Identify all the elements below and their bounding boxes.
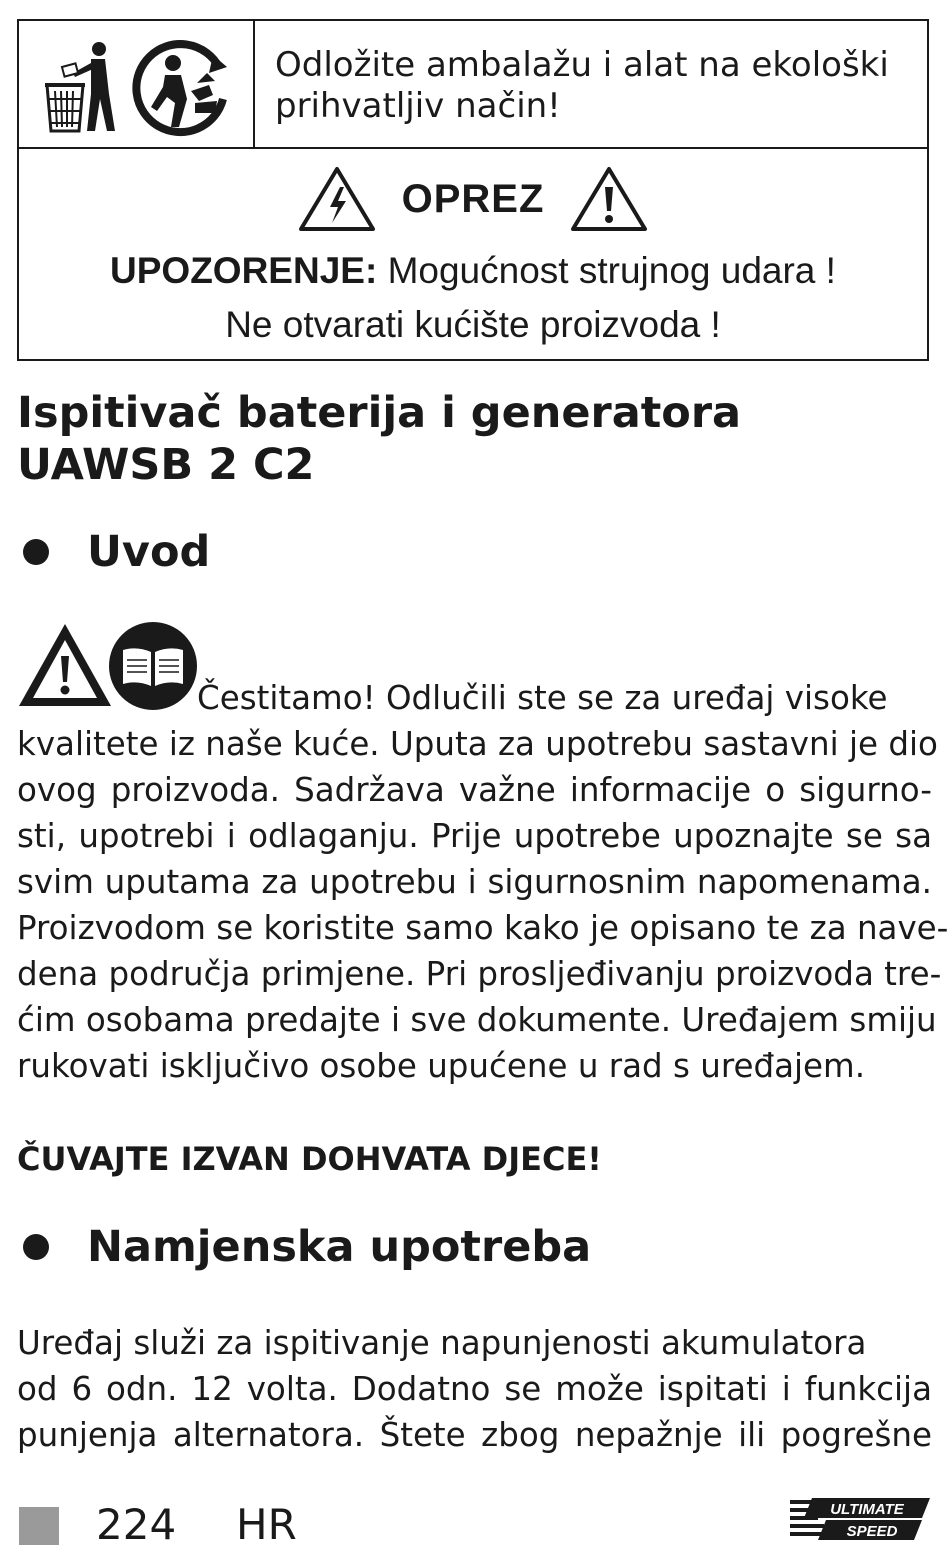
intro-paragraph xyxy=(17,675,949,1089)
brand-line2: SPEED xyxy=(846,1523,898,1540)
intended-use-line: punjenja alternatora. Štete zbog nepažnje ili pogrešne xyxy=(17,1416,932,1454)
section-heading-intended-use-text: Namjenska upotreba xyxy=(87,1222,592,1272)
caution-title: OPREZ xyxy=(401,176,545,221)
warning-line-2: Ne otvarati kućište proizvoda ! xyxy=(225,304,721,345)
recycling-icon xyxy=(129,37,233,141)
bullet-icon xyxy=(23,1234,49,1260)
document-title-line1: Ispitivač baterija i generatora xyxy=(17,388,742,438)
intended-use-line: Uređaj služi za ispitivanje napunjenosti akumulatora xyxy=(17,1324,867,1362)
intro-line: svim uputama za upotrebu i sigurnosnim napomenama. xyxy=(17,863,932,901)
intro-line: ćim osobama predajte i sve dokumente. Uređajem smiju xyxy=(17,1001,937,1039)
intro-line: Čestitamo! Odlučili ste se za uređaj visoke xyxy=(197,679,888,717)
disposal-icons xyxy=(19,21,255,147)
language-code: HR xyxy=(236,1500,297,1549)
intended-use-paragraph xyxy=(17,1320,932,1458)
intro-line: Proizvodom se koristite samo kako je opisano te za nave- xyxy=(17,909,949,947)
document-title xyxy=(17,388,917,491)
intro-line: sti, upotrebi i odlaganju. Prije upotrebe upoznajte se sa xyxy=(17,817,932,855)
bullet-icon xyxy=(23,539,49,565)
page-number: 224 xyxy=(96,1500,177,1549)
disposal-text-line1: Odložite ambalažu i alat na ekološki xyxy=(275,45,889,85)
disposal-notice-box xyxy=(17,19,929,149)
kids-warning: ČUVAJTE IZVAN DOHVATA DJECE! xyxy=(17,1140,602,1178)
warning-line xyxy=(19,245,927,297)
disposal-text-line2: prihvatljiv način! xyxy=(275,86,561,127)
warning-text: Mogućnost strujnog udara ! xyxy=(377,250,836,291)
disposal-text xyxy=(255,21,927,147)
brand-logo xyxy=(790,1496,932,1542)
document-title-line2: UAWSB 2 C2 xyxy=(17,439,315,490)
intro-line: ovog proizvoda. Sadržava važne informacije o sigurno- xyxy=(17,771,932,809)
footer-marker xyxy=(19,1507,59,1545)
intro-line: dena područja primjene. Pri prosljeđivanju proizvoda tre- xyxy=(17,955,942,993)
caution-box xyxy=(17,149,929,361)
electric-hazard-icon xyxy=(298,165,376,233)
brand-line1: ULTIMATE xyxy=(830,1501,904,1518)
section-heading-intro xyxy=(17,527,210,577)
caution-heading-row xyxy=(19,165,927,233)
intended-use-line: od 6 odn. 12 volta. Dodatno se može ispitati i funkcija xyxy=(17,1370,932,1408)
warning-label: UPOZORENJE: xyxy=(110,250,378,291)
section-heading-intended-use xyxy=(17,1222,591,1272)
intro-line: kvalitete iz naše kuće. Uputa za upotrebu sastavni je dio xyxy=(17,725,938,763)
section-heading-intro-text: Uvod xyxy=(87,527,211,577)
trash-bin-icon xyxy=(43,39,123,139)
exclamation-warning-icon xyxy=(570,165,648,233)
intro-line: rukovati isključivo osobe upućene u rad s uređajem. xyxy=(17,1047,866,1085)
